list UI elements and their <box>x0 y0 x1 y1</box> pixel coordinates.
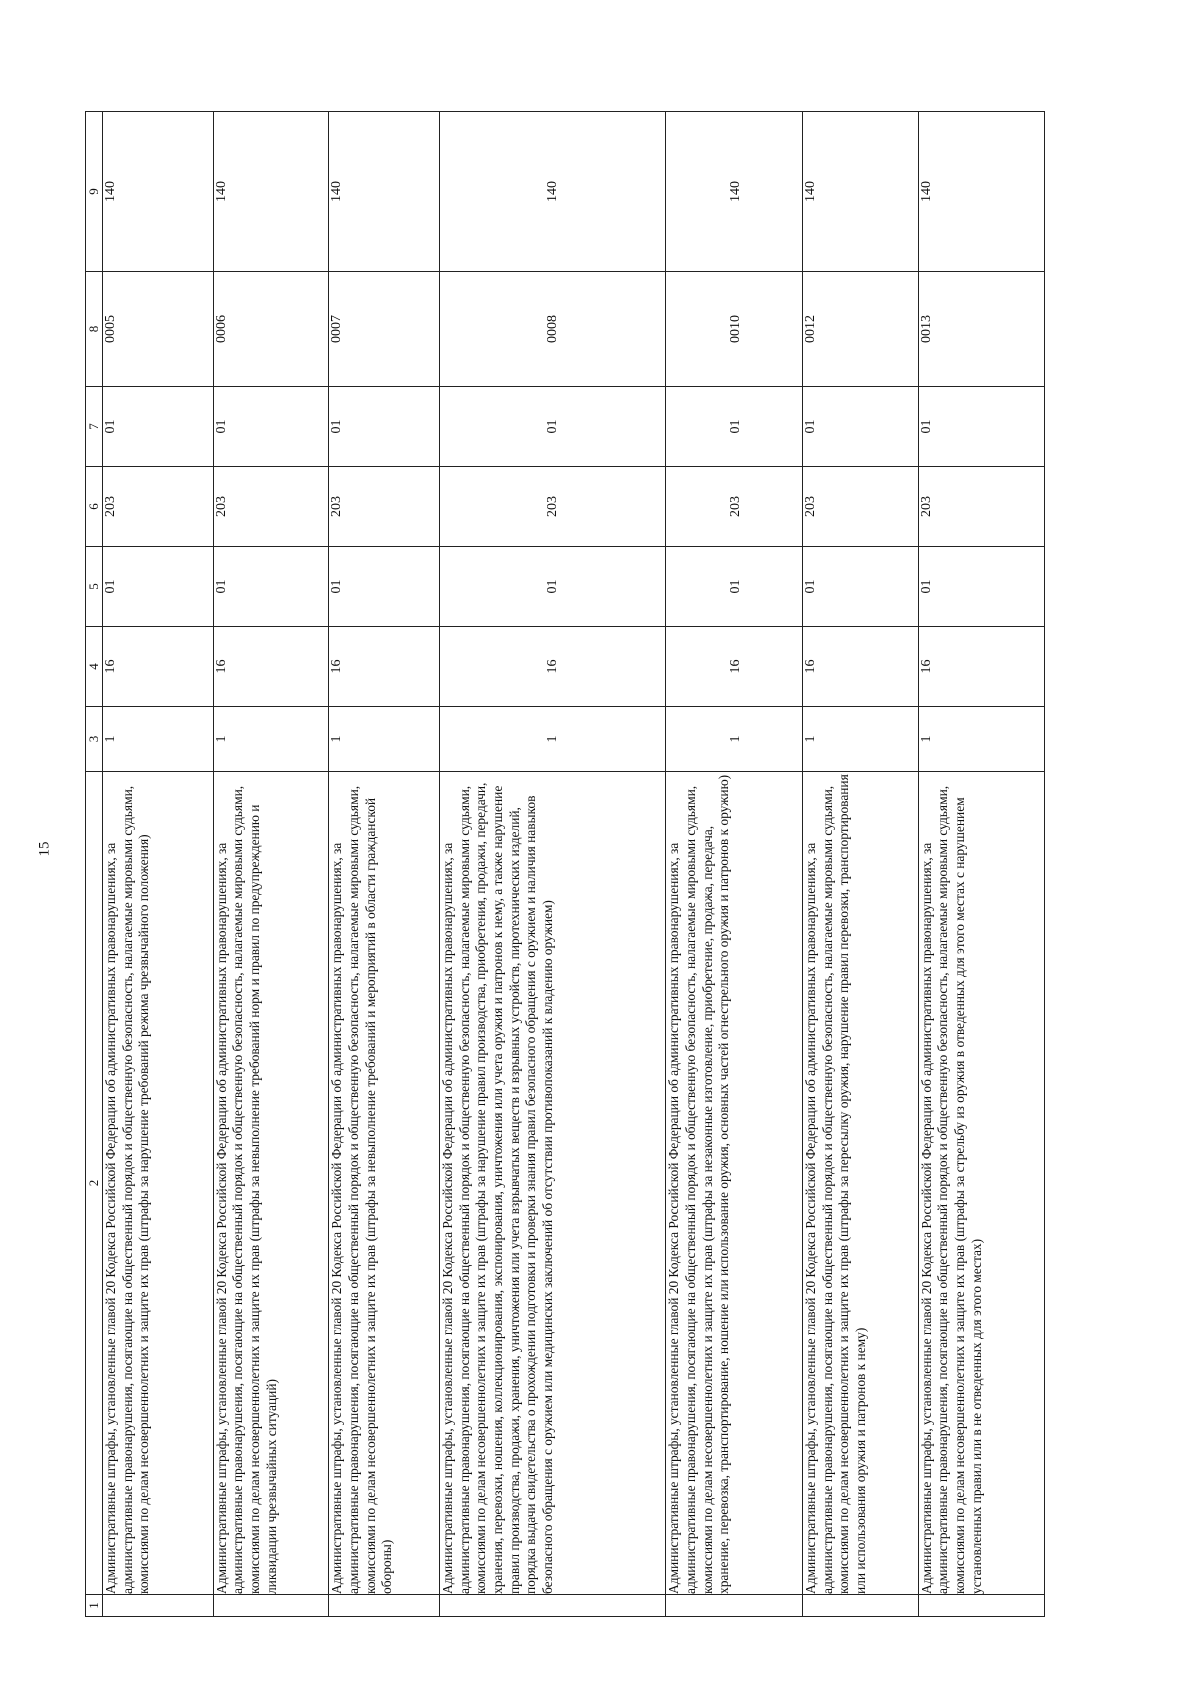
cell-col7: 01 <box>213 387 329 467</box>
cell-col9: 140 <box>329 112 440 272</box>
cell-col9: 140 <box>213 112 329 272</box>
cell-col6: 203 <box>103 467 214 547</box>
table-row <box>439 112 665 1617</box>
cell-col8: 0006 <box>213 272 329 387</box>
cell-col8: 0013 <box>918 272 1044 387</box>
cell-col3: 1 <box>103 707 214 772</box>
cell-col9: 140 <box>666 112 803 272</box>
cell-col4: 16 <box>103 627 214 707</box>
cell-col5: 01 <box>329 547 440 627</box>
table-row <box>103 112 214 1617</box>
cell-col5: 01 <box>439 547 665 627</box>
cell-col1 <box>329 1595 440 1617</box>
table-row <box>918 112 1044 1617</box>
header-cell: 9 <box>86 112 103 272</box>
header-cell: 5 <box>86 547 103 627</box>
cell-col9: 140 <box>802 112 918 272</box>
header-cell: 3 <box>86 707 103 772</box>
cell-col9: 140 <box>918 112 1044 272</box>
cell-col5: 01 <box>666 547 803 627</box>
cell-col3: 1 <box>918 707 1044 772</box>
cell-col5: 01 <box>918 547 1044 627</box>
cell-col8: 0008 <box>439 272 665 387</box>
page-number: 15 <box>36 841 53 857</box>
cell-col1 <box>213 1595 329 1617</box>
cell-col3: 1 <box>439 707 665 772</box>
cell-col4: 16 <box>666 627 803 707</box>
cell-col1 <box>103 1595 214 1617</box>
table-row <box>666 112 803 1617</box>
cell-col8: 0007 <box>329 272 440 387</box>
cell-col9: 140 <box>439 112 665 272</box>
cell-col7: 01 <box>329 387 440 467</box>
row-description: Административные штрафы, установленные главой 20 Кодекса Российской Федерации об административных правонарушениях, за административные правонарушения, посягающие на общественный порядок и общественную безопасность, налагаемые мировыми судьями, комиссиями по делам несовершеннолетних и защите их прав (штрафы за пересылку оружия, нарушение правил перевозки, транспортирования или использования оружия и патронов к нему) <box>802 772 918 1595</box>
cell-col7: 01 <box>918 387 1044 467</box>
cell-col6: 203 <box>329 467 440 547</box>
row-description: Административные штрафы, установленные главой 20 Кодекса Российской Федерации об административных правонарушениях, за административные правонарушения, посягающие на общественный порядок и общественную безопасность, налагаемые мировыми судьями, комиссиями по делам несовершеннолетних и защите их прав (штрафы за нарушение правил производства, приобретения, продажи, передачи, хранения, перевозки, ношения, коллекционирования, экспонирования, уничтожения или учета оружия и патронов к нему, а также нарушение правил производства, продажи, хранения, уничтожения или учета взрывчатых веществ и взрывных устройств, пиротехнических изделий, порядка выдачи свидетельства о прохождении подготовки и проверки знания правил безопасного обращения с оружием и наличия навыков безопасного обращения с оружием или медицинских заключений об отсутствии противопоказаний к владению оружием) <box>439 772 665 1595</box>
cell-col6: 203 <box>213 467 329 547</box>
cell-col6: 203 <box>918 467 1044 547</box>
cell-col6: 203 <box>802 467 918 547</box>
cell-col3: 1 <box>329 707 440 772</box>
cell-col1 <box>802 1595 918 1617</box>
cell-col8: 0010 <box>666 272 803 387</box>
table-row <box>802 112 918 1617</box>
cell-col5: 01 <box>213 547 329 627</box>
header-cell: 4 <box>86 627 103 707</box>
budget-codes-table <box>85 111 1045 1617</box>
cell-col5: 01 <box>103 547 214 627</box>
header-cell: 2 <box>86 772 103 1595</box>
cell-col7: 01 <box>103 387 214 467</box>
cell-col8: 0012 <box>802 272 918 387</box>
header-cell: 1 <box>86 1595 103 1617</box>
cell-col3: 1 <box>666 707 803 772</box>
cell-col7: 01 <box>666 387 803 467</box>
table-row <box>213 112 329 1617</box>
header-cell: 6 <box>86 467 103 547</box>
header-cell: 8 <box>86 272 103 387</box>
row-description: Административные штрафы, установленные главой 20 Кодекса Российской Федерации об административных правонарушениях, за административные правонарушения, посягающие на общественный порядок и общественную безопасность, налагаемые мировыми судьями, комиссиями по делам несовершеннолетних и защите их прав (штрафы за невыполнение требований норм и правил по предупреждению и ликвидации чрезвычайных ситуаций) <box>213 772 329 1595</box>
cell-col6: 203 <box>666 467 803 547</box>
cell-col4: 16 <box>802 627 918 707</box>
table-row <box>329 112 440 1617</box>
cell-col4: 16 <box>329 627 440 707</box>
row-description: Административные штрафы, установленные главой 20 Кодекса Российской Федерации об административных правонарушениях, за административные правонарушения, посягающие на общественный порядок и общественную безопасность, налагаемые мировыми судьями, комиссиями по делам несовершеннолетних и защите их прав (штрафы за нарушение требований режима чрезвычайного положения) <box>103 772 214 1595</box>
cell-col4: 16 <box>918 627 1044 707</box>
cell-col5: 01 <box>802 547 918 627</box>
cell-col3: 1 <box>213 707 329 772</box>
cell-col7: 01 <box>802 387 918 467</box>
cell-col1 <box>666 1595 803 1617</box>
cell-col1 <box>439 1595 665 1617</box>
cell-col8: 0005 <box>103 272 214 387</box>
rotated-table-container <box>85 112 1045 1617</box>
column-number-header <box>86 112 103 1617</box>
cell-col4: 16 <box>213 627 329 707</box>
cell-col4: 16 <box>439 627 665 707</box>
row-description: Административные штрафы, установленные главой 20 Кодекса Российской Федерации об административных правонарушениях, за административные правонарушения, посягающие на общественный порядок и общественную безопасность, налагаемые мировыми судьями, комиссиями по делам несовершеннолетних и защите их прав (штрафы за невыполнение требований и мероприятий в области гражданской обороны) <box>329 772 440 1595</box>
cell-col7: 01 <box>439 387 665 467</box>
row-description: Административные штрафы, установленные главой 20 Кодекса Российской Федерации об административных правонарушениях, за административные правонарушения, посягающие на общественный порядок и общественную безопасность, налагаемые мировыми судьями, комиссиями по делам несовершеннолетних и защите их прав (штрафы за незаконные изготовление, приобретение, продажа, передача, хранение, перевозка, транспортирование, ношение или использование оружия, основных частей огнестрельного оружия и патронов к оружию) <box>666 772 803 1595</box>
header-cell: 7 <box>86 387 103 467</box>
cell-col9: 140 <box>103 112 214 272</box>
row-description: Административные штрафы, установленные главой 20 Кодекса Российской Федерации об административных правонарушениях, за административные правонарушения, посягающие на общественный порядок и общественную безопасность, налагаемые мировыми судьями, комиссиями по делам несовершеннолетних и защите их прав (штрафы за стрельбу из оружия в отведенных для этого местах с нарушением установленных правил или в не отведенных для этого местах) <box>918 772 1044 1595</box>
cell-col1 <box>918 1595 1044 1617</box>
cell-col3: 1 <box>802 707 918 772</box>
cell-col6: 203 <box>439 467 665 547</box>
